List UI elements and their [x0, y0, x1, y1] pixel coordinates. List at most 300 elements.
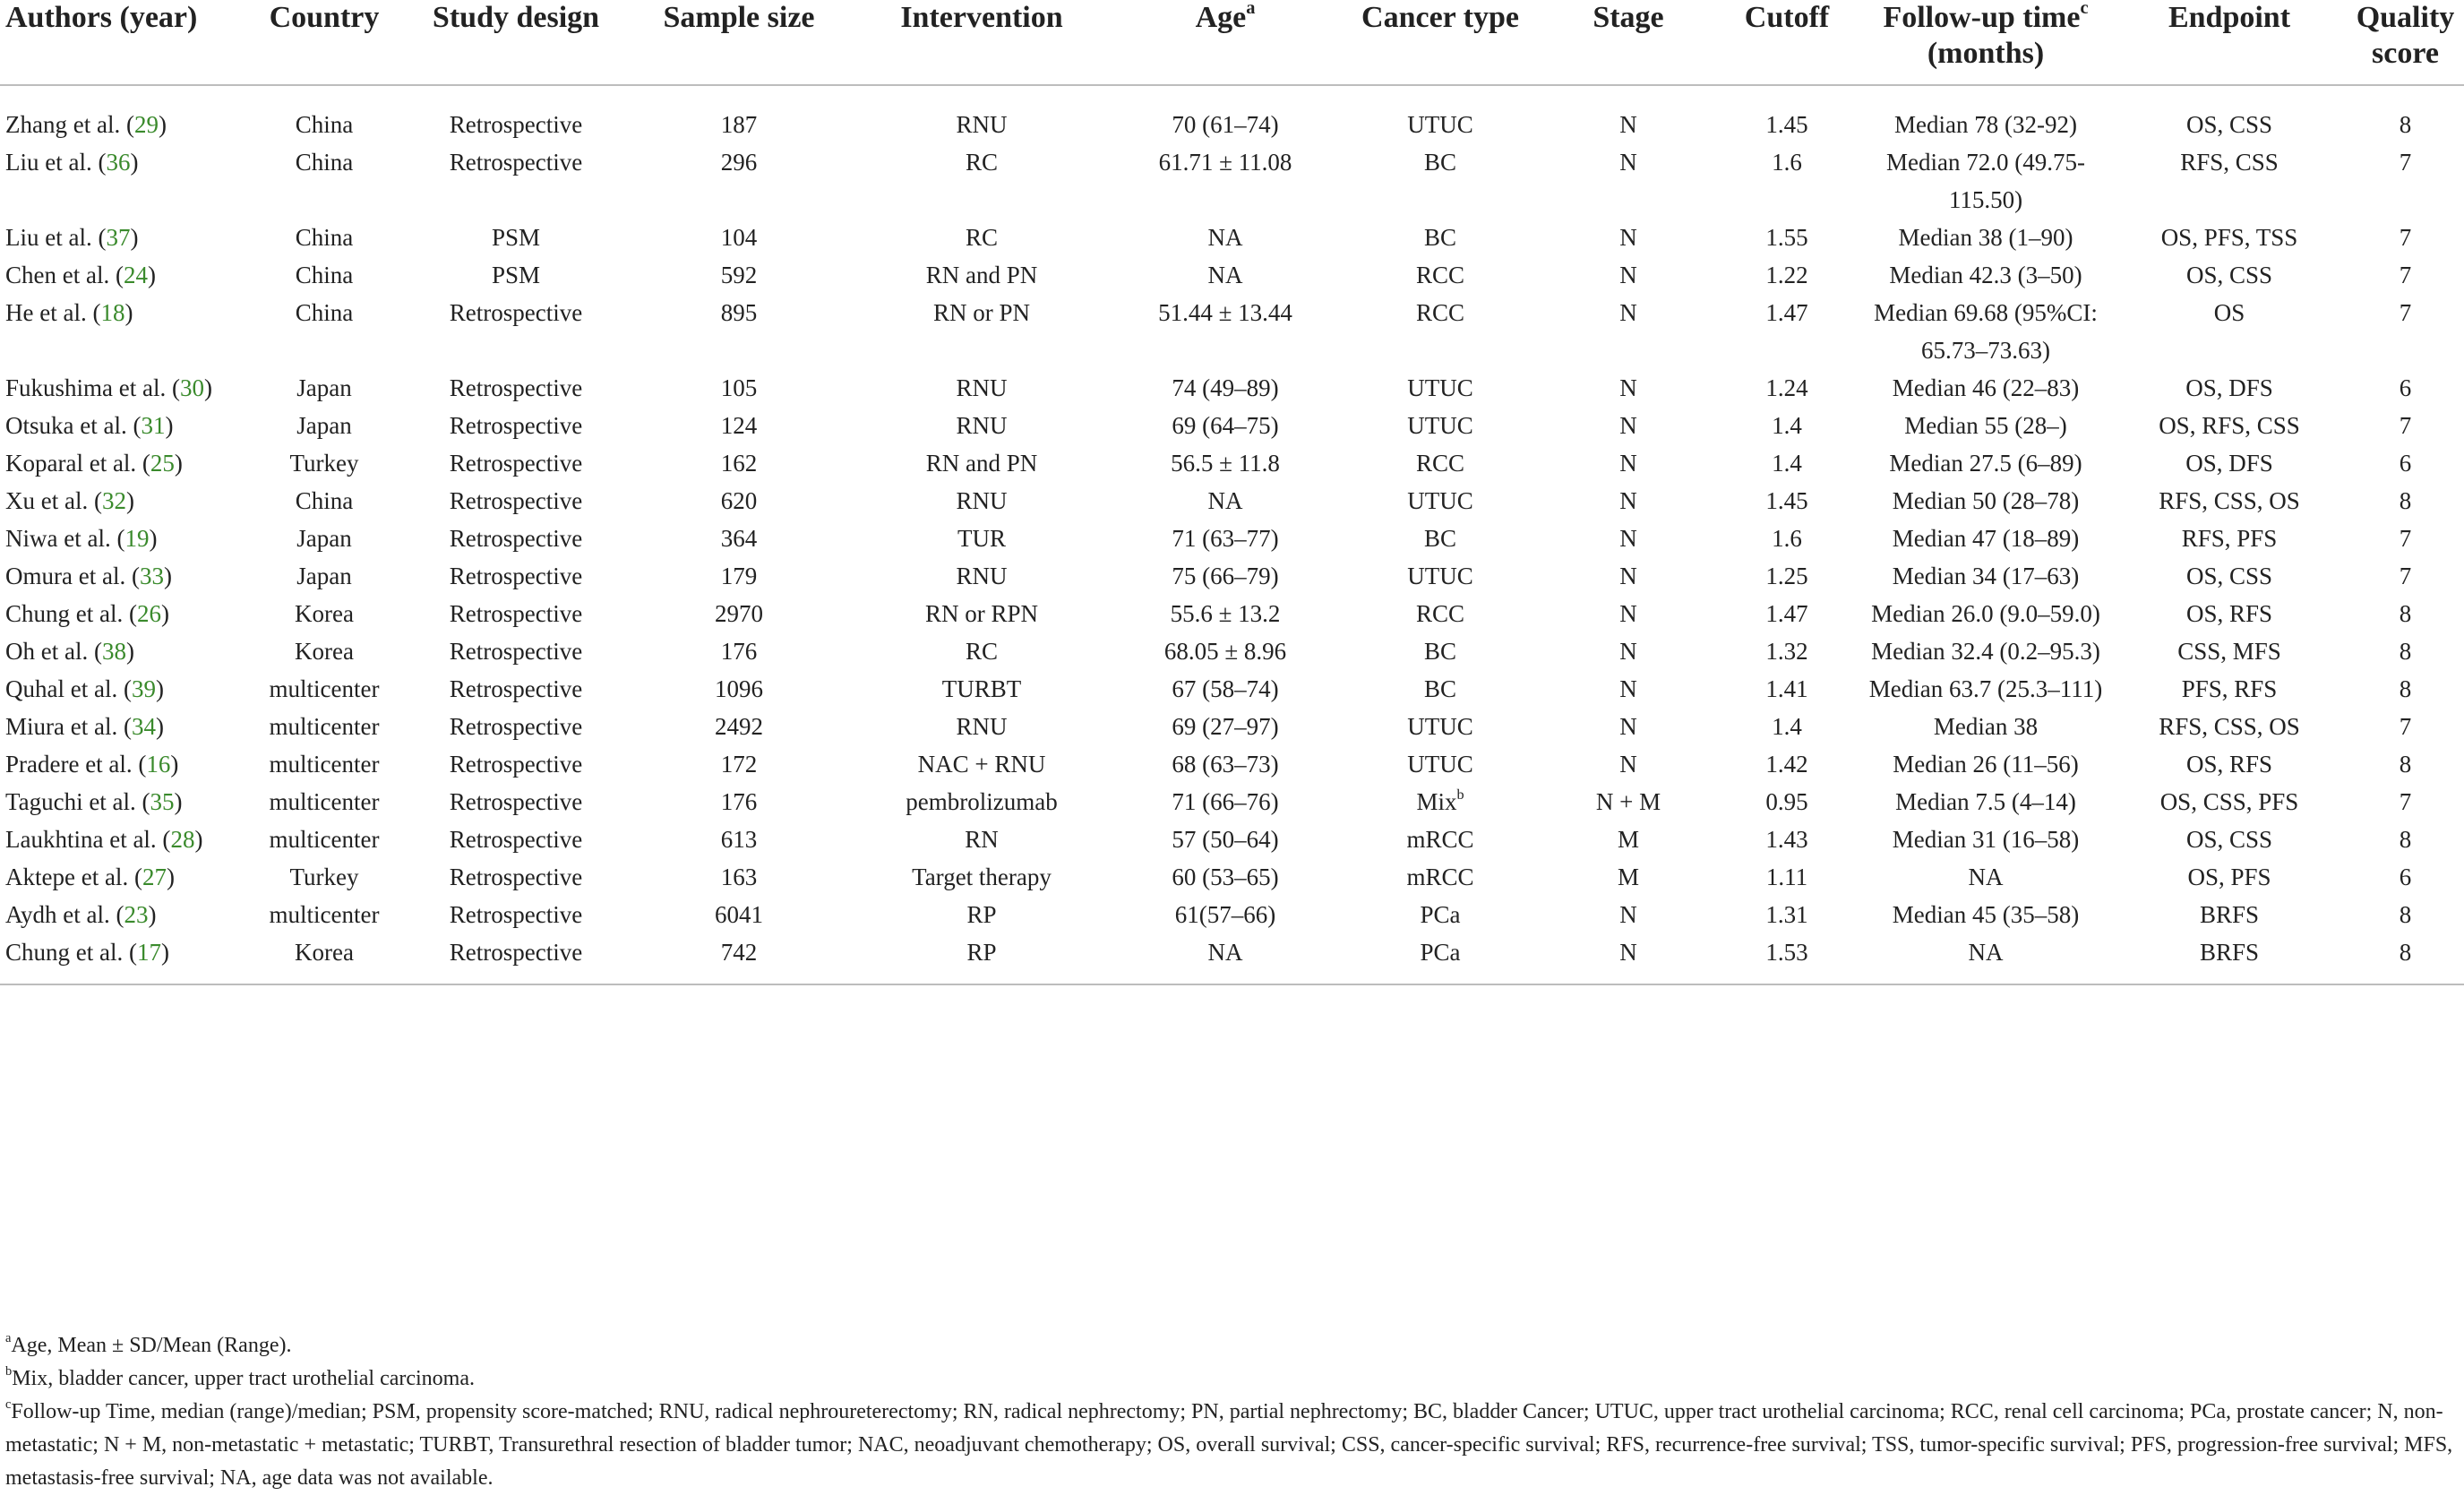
cutoff-value: 1.43	[1765, 826, 1808, 853]
sample-value: 172	[720, 751, 758, 778]
column-header-label: Authors (year)	[5, 1, 198, 34]
followup-value: Median 26.0 (9.0–59.0)	[1871, 600, 2100, 627]
cancer-cell	[1338, 745, 1542, 783]
stage-value: N + M	[1595, 788, 1661, 815]
author-cell	[0, 858, 244, 896]
author-cell	[0, 632, 244, 670]
author-name: Otsuka et al. (	[5, 412, 142, 439]
cancer-value: RCC	[1415, 262, 1465, 288]
followup-cell	[1859, 745, 2112, 783]
sample-cell	[627, 896, 851, 933]
endpoint-value: OS, PFS	[2187, 864, 2271, 890]
column-header-label: Study design	[432, 1, 600, 34]
cutoff-value: 1.53	[1765, 939, 1808, 966]
intervention-value: RNU	[956, 487, 1008, 514]
sample-value: 179	[720, 563, 758, 589]
sample-value: 296	[720, 149, 758, 176]
footnote-marker: c	[5, 1397, 12, 1412]
age-value: 71 (63–77)	[1172, 525, 1279, 552]
design-cell	[405, 708, 627, 745]
author-name: Miura et al. (	[5, 713, 132, 740]
quality-value: 6	[2399, 450, 2412, 477]
followup-value: Median 32.4 (0.2–95.3)	[1871, 638, 2100, 665]
intervention-cell	[851, 858, 1112, 896]
sample-cell	[627, 595, 851, 632]
followup-value: NA	[1968, 864, 2004, 890]
endpoint-cell	[2112, 632, 2347, 670]
reference-link[interactable]: 28	[170, 826, 195, 853]
quality-cell	[2347, 143, 2464, 219]
author-cell	[0, 896, 244, 933]
endpoint-value: CSS, MFS	[2177, 638, 2281, 665]
reference-link[interactable]: 17	[136, 939, 161, 966]
country-value: multicenter	[269, 751, 380, 778]
endpoint-value: OS, PFS, TSS	[2160, 224, 2298, 251]
reference-close-paren: )	[130, 224, 139, 251]
sample-cell	[627, 858, 851, 896]
quality-value: 7	[2399, 149, 2412, 176]
author-name: Chung et al. (	[5, 600, 137, 627]
endpoint-cell	[2112, 294, 2347, 369]
country-value: multicenter	[269, 826, 380, 853]
age-value: 61.71 ± 11.08	[1158, 149, 1292, 176]
table-header-row	[0, 0, 2464, 85]
cancer-cell	[1338, 670, 1542, 708]
design-cell	[405, 821, 627, 858]
age-cell	[1112, 858, 1338, 896]
age-value: NA	[1207, 262, 1243, 288]
reference-link[interactable]: 34	[131, 713, 156, 740]
stage-cell	[1542, 444, 1714, 482]
followup-cell	[1859, 369, 2112, 407]
design-value: Retrospective	[449, 412, 583, 439]
cancer-value: UTUC	[1407, 751, 1473, 778]
reference-close-paren: )	[155, 713, 164, 740]
table-row	[0, 407, 2464, 444]
stage-cell	[1542, 933, 1714, 984]
stage-value: N	[1619, 751, 1637, 778]
sample-cell	[627, 369, 851, 407]
quality-cell	[2347, 557, 2464, 595]
column-header	[405, 0, 627, 85]
followup-value: Median 7.5 (4–14)	[1895, 788, 2076, 815]
followup-cell	[1859, 933, 2112, 984]
intervention-value: RN	[965, 826, 999, 853]
stage-cell	[1542, 294, 1714, 369]
endpoint-value: OS, DFS	[2185, 450, 2273, 477]
cancer-cell	[1338, 595, 1542, 632]
intervention-cell	[851, 821, 1112, 858]
design-value: Retrospective	[449, 149, 583, 176]
country-value: Korea	[295, 939, 354, 966]
followup-value: Median 38	[1933, 713, 2039, 740]
design-value: Retrospective	[449, 751, 583, 778]
author-name: Liu et al. (	[5, 224, 107, 251]
endpoint-cell	[2112, 444, 2347, 482]
age-value: 70 (61–74)	[1172, 111, 1279, 138]
country-value: China	[295, 487, 354, 514]
reference-close-paren: )	[158, 111, 167, 138]
table-row	[0, 219, 2464, 256]
cancer-cell	[1338, 632, 1542, 670]
endpoint-cell	[2112, 557, 2347, 595]
author-name: Liu et al. (	[5, 149, 107, 176]
quality-value: 7	[2399, 224, 2412, 251]
column-header	[1714, 0, 1859, 85]
cutoff-cell	[1714, 595, 1859, 632]
quality-cell	[2347, 256, 2464, 294]
reference-close-paren: )	[124, 299, 133, 326]
sample-value: 2492	[715, 713, 763, 740]
quality-cell	[2347, 294, 2464, 369]
cutoff-value: 1.31	[1765, 901, 1808, 928]
reference-link[interactable]: 33	[139, 563, 164, 589]
age-cell	[1112, 670, 1338, 708]
quality-value: 7	[2399, 262, 2412, 288]
cutoff-value: 1.32	[1765, 638, 1808, 665]
followup-cell	[1859, 520, 2112, 557]
endpoint-cell	[2112, 933, 2347, 984]
design-value: Retrospective	[449, 713, 583, 740]
design-value: Retrospective	[449, 864, 583, 890]
reference-close-paren: )	[147, 262, 156, 288]
quality-cell	[2347, 896, 2464, 933]
intervention-cell	[851, 557, 1112, 595]
table-row	[0, 106, 2464, 143]
cancer-cell	[1338, 708, 1542, 745]
quality-value: 7	[2399, 788, 2412, 815]
author-cell	[0, 407, 244, 444]
column-header	[2347, 0, 2464, 85]
endpoint-value: OS, RFS	[2185, 600, 2273, 627]
reference-link[interactable]: 35	[150, 788, 175, 815]
sample-cell	[627, 294, 851, 369]
cutoff-cell	[1714, 407, 1859, 444]
quality-cell	[2347, 106, 2464, 143]
cancer-value: RCC	[1415, 299, 1465, 326]
column-header	[1542, 0, 1714, 85]
cancer-cell	[1338, 407, 1542, 444]
cancer-value: UTUC	[1407, 412, 1473, 439]
country-value: Japan	[296, 563, 352, 589]
table-row	[0, 143, 2464, 219]
sample-cell	[627, 407, 851, 444]
sample-cell	[627, 821, 851, 858]
endpoint-cell	[2112, 858, 2347, 896]
cutoff-value: 1.4	[1772, 450, 1802, 477]
table-row	[0, 444, 2464, 482]
reference-link[interactable]: 23	[124, 901, 149, 928]
design-value: Retrospective	[449, 525, 583, 552]
followup-cell	[1859, 595, 2112, 632]
cancer-value: mRCC	[1406, 826, 1474, 853]
followup-cell	[1859, 219, 2112, 256]
age-value: 51.44 ± 13.44	[1158, 299, 1292, 326]
cancer-value: UTUC	[1407, 563, 1473, 589]
reference-close-paren: )	[166, 864, 175, 890]
followup-cell	[1859, 294, 2112, 369]
reference-link[interactable]: 32	[101, 487, 126, 514]
cutoff-cell	[1714, 708, 1859, 745]
author-name: Chen et al. (	[5, 262, 124, 288]
stage-cell	[1542, 520, 1714, 557]
quality-cell	[2347, 407, 2464, 444]
cancer-cell	[1338, 143, 1542, 219]
sample-value: 124	[720, 412, 758, 439]
cutoff-cell	[1714, 858, 1859, 896]
reference-link[interactable]: 37	[106, 224, 131, 251]
age-value: 71 (66–76)	[1172, 788, 1279, 815]
table-row	[0, 783, 2464, 821]
sample-cell	[627, 143, 851, 219]
followup-value: NA	[1968, 939, 2004, 966]
quality-cell	[2347, 745, 2464, 783]
stage-value: N	[1619, 149, 1637, 176]
quality-value: 7	[2399, 525, 2412, 552]
footnote-marker: a	[5, 1330, 12, 1345]
design-cell	[405, 143, 627, 219]
quality-cell	[2347, 708, 2464, 745]
endpoint-value: OS, DFS	[2185, 374, 2273, 401]
followup-cell	[1859, 670, 2112, 708]
sample-value: 364	[720, 525, 758, 552]
quality-value: 7	[2399, 713, 2412, 740]
author-cell	[0, 256, 244, 294]
design-value: Retrospective	[449, 939, 583, 966]
column-header	[244, 0, 405, 85]
table-row	[0, 933, 2464, 984]
column-header	[851, 0, 1112, 85]
intervention-value: RC	[965, 149, 999, 176]
country-cell	[244, 670, 405, 708]
reference-link[interactable]: 39	[131, 675, 156, 702]
reference-link[interactable]: 29	[133, 111, 159, 138]
quality-cell	[2347, 632, 2464, 670]
cancer-cell	[1338, 933, 1542, 984]
quality-value: 8	[2399, 600, 2412, 627]
sample-value: 187	[720, 111, 758, 138]
followup-value: Median 55 (28–)	[1904, 412, 2067, 439]
design-cell	[405, 106, 627, 143]
sample-value: 620	[720, 487, 758, 514]
country-value: Korea	[295, 600, 354, 627]
reference-close-paren: )	[163, 563, 172, 589]
followup-value: Median 50 (28–78)	[1892, 487, 2080, 514]
age-value: 69 (27–97)	[1172, 713, 1279, 740]
design-cell	[405, 256, 627, 294]
country-cell	[244, 294, 405, 369]
footnote	[5, 1329, 2456, 1362]
reference-link[interactable]: 36	[106, 149, 131, 176]
country-cell	[244, 369, 405, 407]
reference-link[interactable]: 27	[142, 864, 167, 890]
age-value: 67 (58–74)	[1172, 675, 1279, 702]
design-value: PSM	[491, 262, 541, 288]
stage-value: N	[1619, 939, 1637, 966]
cancer-value: UTUC	[1407, 111, 1473, 138]
footnote-marker: c	[2080, 0, 2089, 18]
cutoff-cell	[1714, 143, 1859, 219]
stage-cell	[1542, 858, 1714, 896]
stage-cell	[1542, 106, 1714, 143]
stage-value: N	[1619, 525, 1637, 552]
country-cell	[244, 821, 405, 858]
sample-cell	[627, 256, 851, 294]
age-value: 69 (64–75)	[1172, 412, 1279, 439]
intervention-cell	[851, 896, 1112, 933]
quality-cell	[2347, 520, 2464, 557]
followup-value: Median 47 (18–89)	[1892, 525, 2080, 552]
age-value: 75 (66–79)	[1172, 563, 1279, 589]
cancer-value: BC	[1423, 525, 1457, 552]
endpoint-value: RFS, CSS, OS	[2159, 713, 2300, 740]
quality-cell	[2347, 670, 2464, 708]
reference-close-paren: )	[160, 939, 169, 966]
age-cell	[1112, 896, 1338, 933]
author-name: Aktepe et al. (	[5, 864, 142, 890]
reference-link[interactable]: 24	[123, 262, 148, 288]
country-value: Turkey	[289, 450, 359, 477]
endpoint-value: OS, CSS	[2185, 262, 2273, 288]
author-name: Omura et al. (	[5, 563, 140, 589]
reference-link[interactable]: 30	[179, 374, 204, 401]
author-cell	[0, 444, 244, 482]
cancer-cell	[1338, 482, 1542, 520]
cutoff-cell	[1714, 821, 1859, 858]
table-row	[0, 557, 2464, 595]
author-name: Fukushima et al. (	[5, 374, 180, 401]
endpoint-cell	[2112, 896, 2347, 933]
intervention-value: TUR	[957, 525, 1006, 552]
age-cell	[1112, 595, 1338, 632]
age-cell	[1112, 632, 1338, 670]
followup-value: Median 26 (11–56)	[1893, 751, 2079, 778]
reference-link[interactable]: 18	[100, 299, 125, 326]
cancer-cell	[1338, 783, 1542, 821]
country-cell	[244, 708, 405, 745]
reference-link[interactable]: 31	[141, 412, 166, 439]
cancer-value: BC	[1423, 638, 1457, 665]
followup-value: Median 69.68 (95%CI: 65.73–73.63)	[1874, 299, 2098, 364]
stage-value: N	[1619, 111, 1637, 138]
design-cell	[405, 896, 627, 933]
author-name: Zhang et al. (	[5, 111, 134, 138]
age-value: 61(57–66)	[1174, 901, 1276, 928]
cutoff-cell	[1714, 783, 1859, 821]
cancer-cell	[1338, 256, 1542, 294]
design-value: Retrospective	[449, 299, 583, 326]
intervention-value: RP	[966, 901, 997, 928]
design-cell	[405, 219, 627, 256]
intervention-value: RN and PN	[925, 450, 1038, 477]
quality-cell	[2347, 444, 2464, 482]
design-cell	[405, 858, 627, 896]
country-value: Turkey	[289, 864, 359, 890]
table-row	[0, 632, 2464, 670]
stage-cell	[1542, 407, 1714, 444]
intervention-cell	[851, 256, 1112, 294]
reference-link[interactable]: 19	[124, 525, 150, 552]
quality-cell	[2347, 369, 2464, 407]
cancer-value: BC	[1423, 675, 1457, 702]
stage-cell	[1542, 143, 1714, 219]
intervention-cell	[851, 219, 1112, 256]
reference-close-paren: )	[194, 826, 203, 853]
intervention-value: TURBT	[941, 675, 1022, 702]
stage-cell	[1542, 632, 1714, 670]
intervention-value: NAC + RNU	[917, 751, 1046, 778]
column-header-label-cont: (months)	[1927, 37, 2045, 70]
country-cell	[244, 219, 405, 256]
age-value: 60 (53–65)	[1172, 864, 1279, 890]
cancer-value: UTUC	[1407, 713, 1473, 740]
cancer-cell	[1338, 557, 1542, 595]
country-cell	[244, 933, 405, 984]
followup-cell	[1859, 557, 2112, 595]
column-header-label: Sample size	[663, 1, 815, 34]
intervention-value: RN or PN	[932, 299, 1030, 326]
stage-cell	[1542, 745, 1714, 783]
age-value: 57 (50–64)	[1172, 826, 1279, 853]
quality-cell	[2347, 595, 2464, 632]
endpoint-cell	[2112, 106, 2347, 143]
age-value: NA	[1207, 487, 1243, 514]
table-row	[0, 369, 2464, 407]
stage-value: N	[1619, 224, 1637, 251]
endpoint-value: BRFS	[2199, 939, 2260, 966]
intervention-value: pembrolizumab	[906, 788, 1058, 815]
quality-value: 6	[2399, 374, 2412, 401]
cutoff-value: 1.45	[1765, 487, 1808, 514]
intervention-value: RNU	[956, 111, 1008, 138]
sample-cell	[627, 708, 851, 745]
author-cell	[0, 595, 244, 632]
reference-close-paren: )	[170, 751, 179, 778]
reference-link[interactable]: 25	[150, 450, 175, 477]
footnote-text: Age, Mean ± SD/Mean (Range).	[11, 1334, 292, 1357]
reference-link[interactable]: 26	[136, 600, 161, 627]
country-value: China	[295, 224, 354, 251]
country-cell	[244, 106, 405, 143]
cutoff-value: 1.47	[1765, 600, 1808, 627]
reference-link[interactable]: 38	[101, 638, 126, 665]
cancer-value: PCa	[1420, 901, 1461, 928]
quality-cell	[2347, 858, 2464, 896]
stage-cell	[1542, 708, 1714, 745]
cancer-value: BC	[1423, 224, 1457, 251]
reference-close-paren: )	[160, 600, 169, 627]
endpoint-cell	[2112, 369, 2347, 407]
cancer-cell	[1338, 858, 1542, 896]
sample-value: 895	[720, 299, 758, 326]
followup-value: Median 31 (16–58)	[1892, 826, 2080, 853]
endpoint-cell	[2112, 482, 2347, 520]
endpoint-value: OS, RFS, CSS	[2159, 412, 2300, 439]
cancer-value: Mix	[1416, 788, 1457, 815]
author-name: Xu et al. (	[5, 487, 102, 514]
quality-cell	[2347, 821, 2464, 858]
stage-cell	[1542, 783, 1714, 821]
reference-link[interactable]: 16	[146, 751, 171, 778]
design-cell	[405, 520, 627, 557]
endpoint-value: OS, CSS	[2185, 563, 2273, 589]
endpoint-cell	[2112, 256, 2347, 294]
sample-cell	[627, 219, 851, 256]
endpoint-value: OS, CSS	[2185, 826, 2273, 853]
followup-value: Median 72.0 (49.75-115.50)	[1886, 149, 2085, 213]
followup-cell	[1859, 708, 2112, 745]
endpoint-cell	[2112, 407, 2347, 444]
